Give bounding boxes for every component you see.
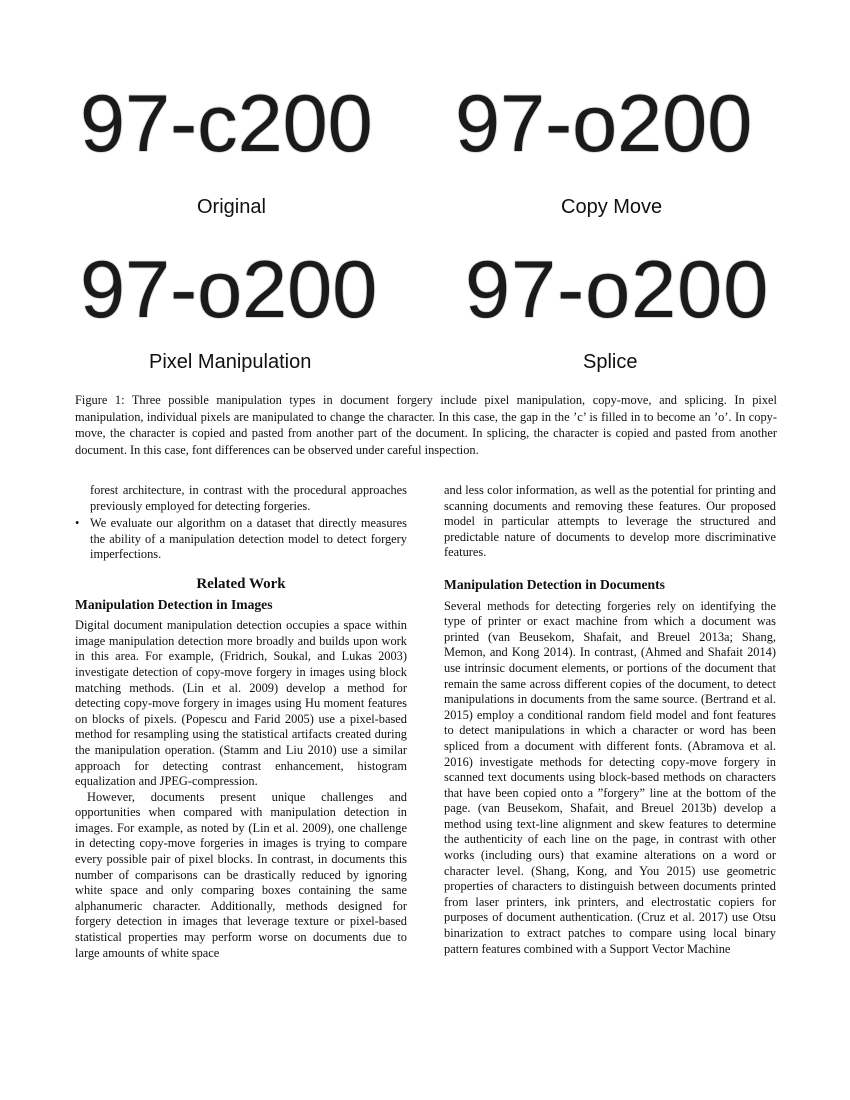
subsection-title-images: Manipulation Detection in Images [75, 596, 273, 612]
figure-label-copy-move: Copy Move [561, 196, 663, 218]
bullet-dot: • [75, 516, 80, 531]
figure-panel-splice-image: 97-o200 [465, 245, 770, 335]
figure-caption: Figure 1: Three possible manipulation types in document forgery include pixel manipulation, copy-move, and splicing. In pixel manipulation, individual pixels are manipulated to change the character. In this case, the gap in the ’c’ is filled in to become an ’o’. In copy-move, the character is copied and pasted from another part of the document. In splicing, the character is copied and pasted from another document. In this case, font differences can be observed under careful inspection. [75, 393, 777, 457]
figure-panel-copy-move-image: 97-o200 [455, 79, 753, 169]
right-column [444, 483, 776, 957]
paragraph: Digital document manipulation detection occupies a space within image manipulation detection more broadly and builds upon work in this area. For example, (Fridrich, Soukal, and Lukas 2003) investigate detection of copy-move forgery in images using block matching methods. (Lin et al. 2009) develop a method for detecting copy-move forgery in images using Hu moment features on blocks of pixels. (Popescu and Farid 2005) use a pixel-based method for resampling using the statistical artifacts created during the manipulation operation. (Stamm and Liu 2010) use a similar approach for detecting contrast enhancement, histogram equalization and JPEG-compression. [75, 618, 407, 789]
left-column [75, 483, 407, 961]
figure-label-pixel-manipulation: Pixel Manipulation [149, 351, 312, 373]
bullet-text: We evaluate our algorithm on a dataset that directly measures the ability of a manipulation detection model to detect forgery imperfections. [90, 516, 407, 562]
bullet-continuation: forest architecture, in contrast with the procedural approaches previously employed for detecting forgeries. [90, 483, 407, 513]
figure-label-splice: Splice [583, 351, 638, 373]
bullet-item [75, 516, 407, 563]
figure-panel-pixel-manipulation-image: 97-o200 [80, 245, 378, 335]
paragraph: and less color information, as well as the potential for printing and scanning documents and removing these features. Our proposed model in particular attempts to leverage the structured and predictable nature of documents to develop more discriminative features. [444, 483, 776, 560]
figure-label-original: Original [197, 196, 266, 218]
section-title-related-work: Related Work [196, 575, 286, 592]
figure-panel-original-image: 97-c200 [80, 79, 373, 169]
paragraph: However, documents present unique challenges and opportunities when compared with manipulation detection in images. For example, as noted by (Lin et al. 2009), one challenge in detecting copy-move forgeries in images is trying to compare every possible pair of pixel blocks. In contrast, in documents this number of comparisons can be drastically reduced by ignoring white space and only comparing boxes containing the same alphanumeric character. Additionally, methods designed for forgery detection in images that leverage texture or pixel-based statistical properties may perform worse on documents due to large amounts of white space [75, 789, 407, 960]
paragraph: Several methods for detecting forgeries rely on identifying the type of printer or exact machine from which a document was printed (van Beusekom, Shafait, and Breuel 2013a; Shang, Memon, and Kong 2014). In contrast, (Ahmed and Shafait 2014) use intrinsic document elements, or portions of the document that remain the same across different copies of the document, to detect manipulations in documents from the same source. (Bertrand et al. 2015) employ a conditional random field model and font features to detect manipulations in which a character or word has been spliced from a document with different fonts. (Abramova et al. 2016) investigate methods for detecting copy-move forgery in scanned text documents using block-based methods on characters that have been copied onto a ”forgery” line at the bottom of the page. (van Beusekom, Shafait, and Breuel 2013b) develop a method using text-line alignment and skew features to determine the authenticity of each line on the page, in contrast with other works (including ours) that examine alterations on a word or character level. (Shang, Kong, and You 2015) use geometric properties of characters to distinguish between documents printed from laser printers, ink printers, and electrostatic copiers for purposes of document authentication. (Cruz et al. 2017) use Otsu binarization to extract patches to compare using local binary pattern features combined with a Support Vector Machine [444, 598, 776, 956]
subsection-title-documents: Manipulation Detection in Documents [444, 576, 665, 592]
